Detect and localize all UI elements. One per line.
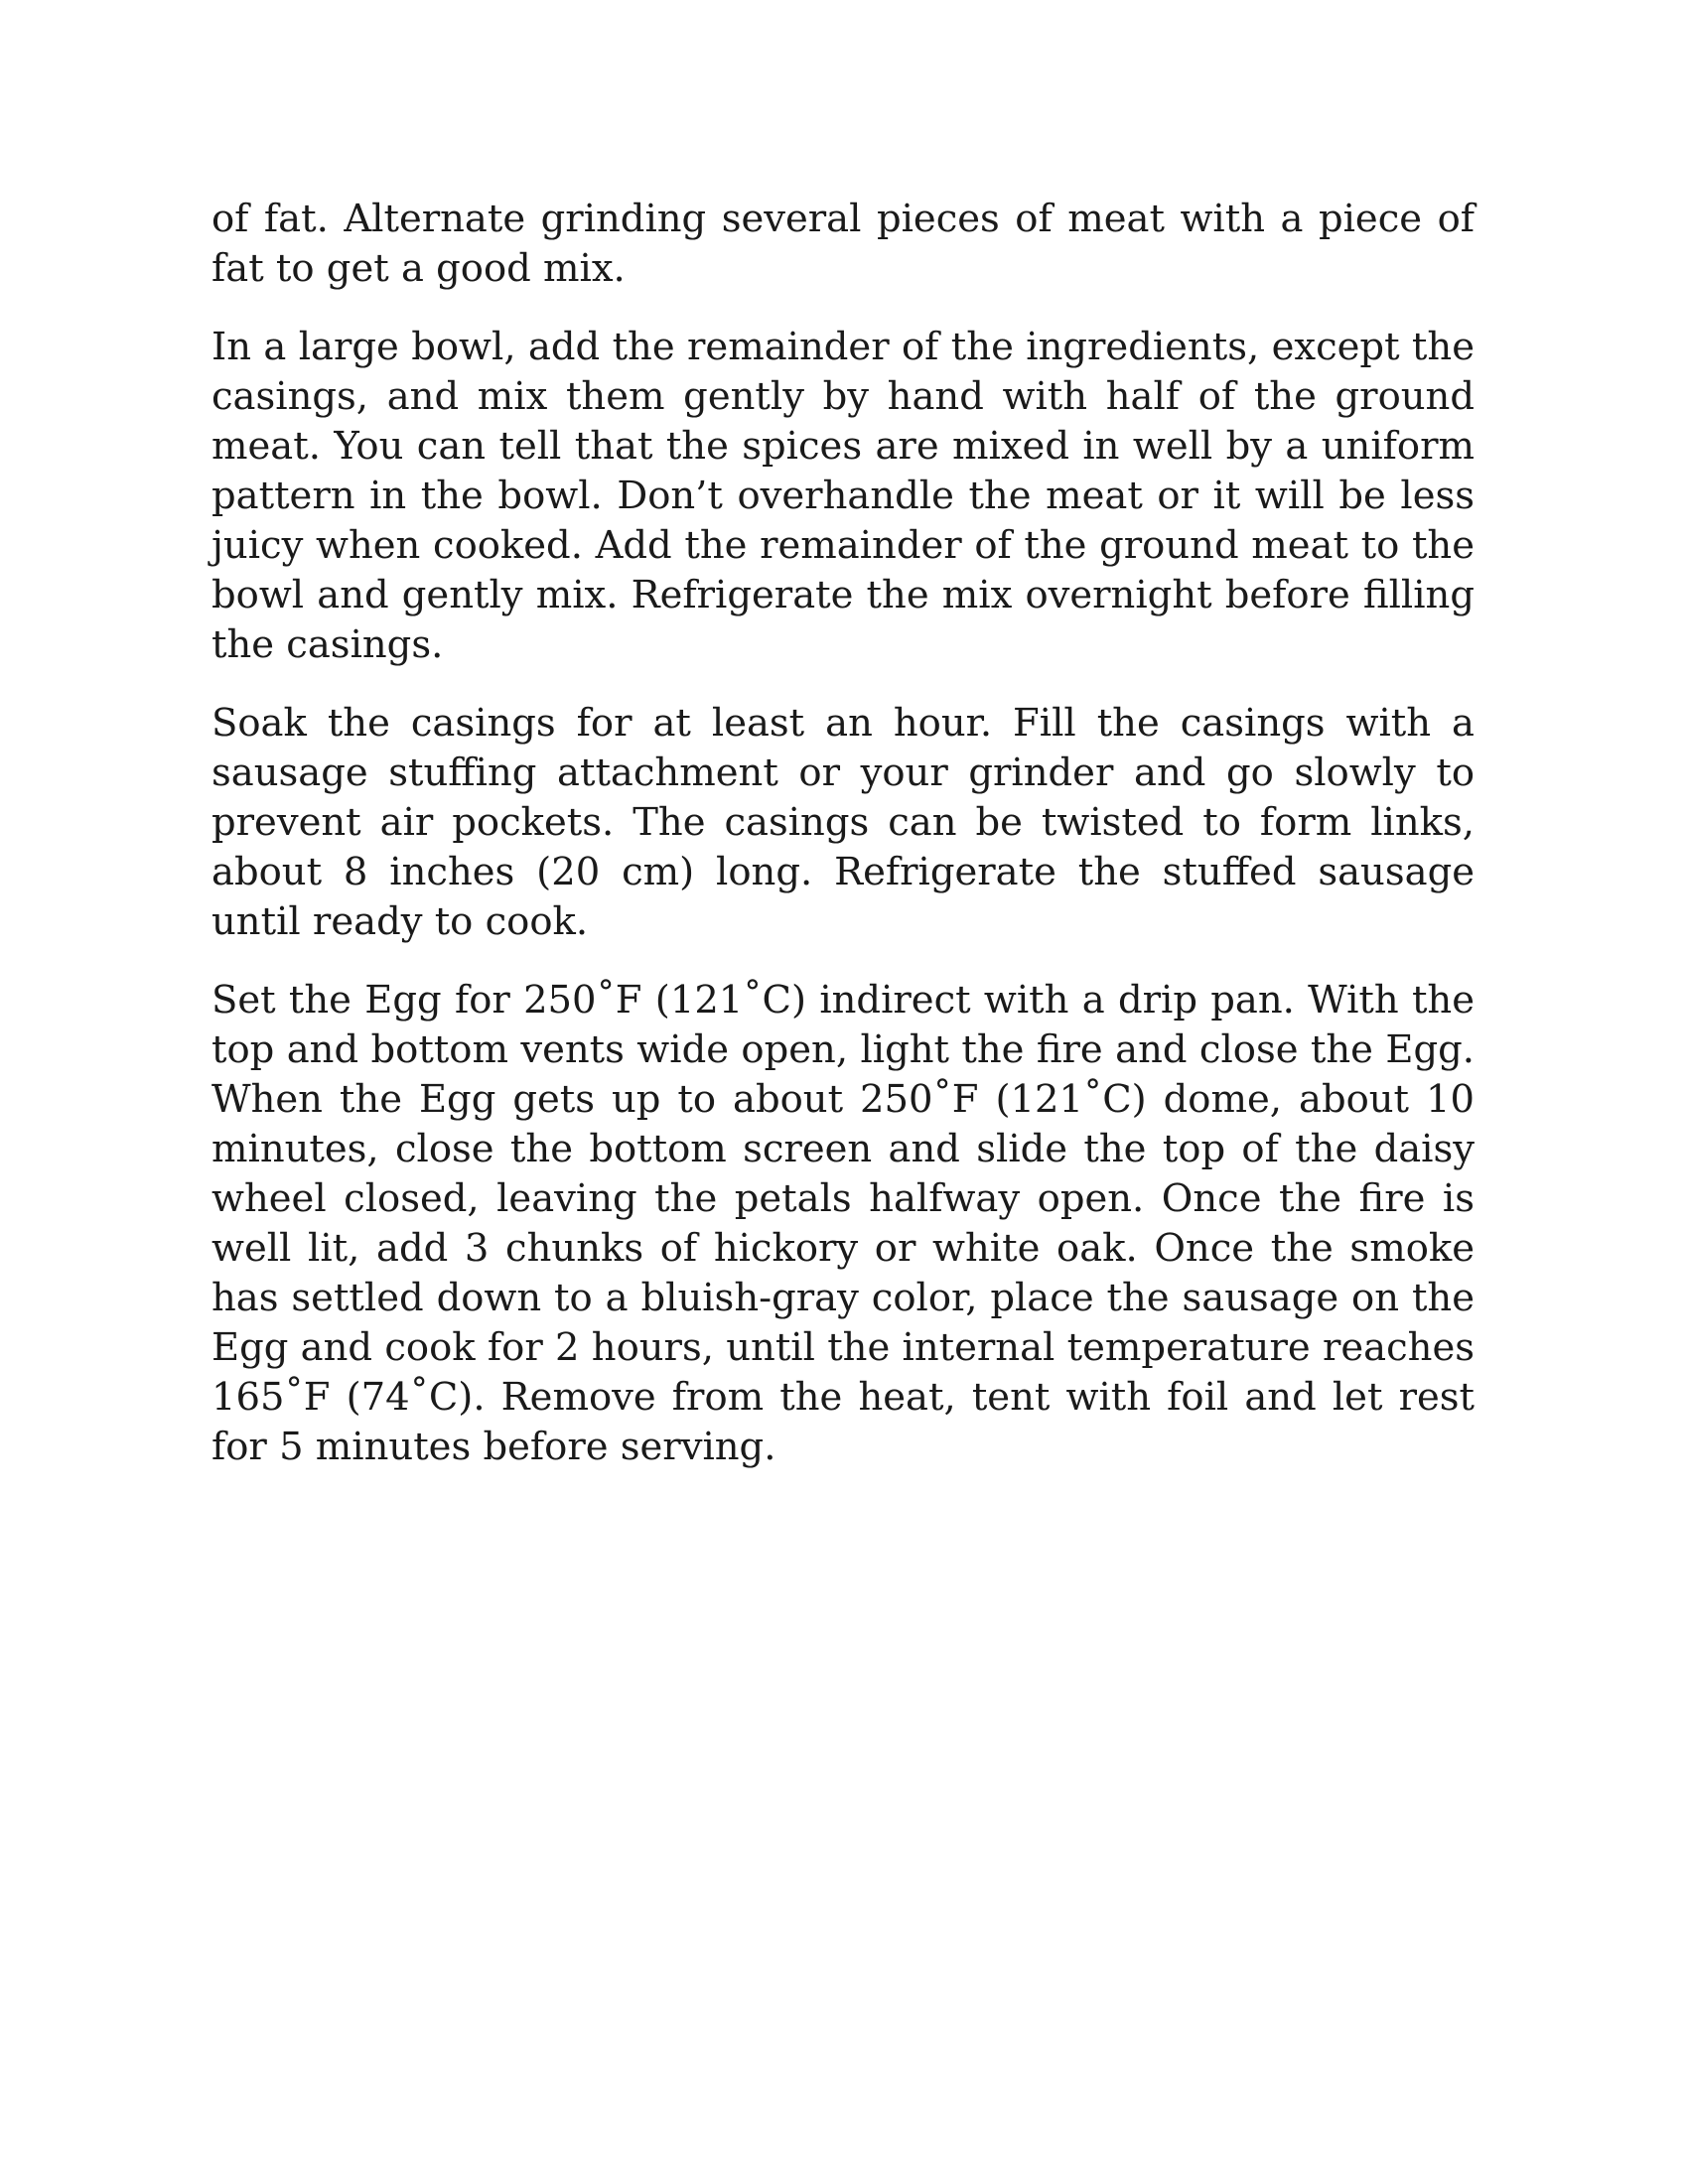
paragraph-mixing: In a large bowl, add the remainder of the ingredients, except the casings, and mix them gently by hand with half of the ground meat. You can tell that the spices are mixed in well by a uniform pattern in the bowl. Don’t overhandle the meat or it will be less juicy when cooked. Add the remainder of the ground meat to the bowl and gently mix. Refrigerate the mix overnight before filling the casings. bbox=[211, 325, 1475, 667]
paragraph-fat-mix: of fat. Alternate grinding several pieces of meat with a piece of fat to get a good mix. bbox=[211, 197, 1475, 291]
paragraph-casings: Soak the casings for at least an hour. Fill the casings with a sausage stuffing attachment or your grinder and go slowly to prevent air pockets. The casings can be twisted to form links, about 8 inches (20 cm) long. Refrigerate the stuffed sausage until ready to cook. bbox=[211, 701, 1475, 944]
paragraph-cooking: Set the Egg for 250˚F (121˚C) indirect with a drip pan. With the top and bottom vents wide open, light the fire and close the Egg. When the Egg gets up to about 250˚F (121˚C) dome, about 10 minutes, close the bottom screen and slide the top of the daisy wheel closed, leaving the petals halfway open. Once the fire is well lit, add 3 chunks of hickory or white oak. Once the smoke has settled down to a bluish-gray color, place the sausage on the Egg and cook for 2 hours, until the internal temperature reaches 165˚F (74˚C). Remove from the heat, tent with foil and let rest for 5 minutes before serving. bbox=[211, 978, 1475, 1469]
page-body bbox=[211, 195, 1475, 1501]
